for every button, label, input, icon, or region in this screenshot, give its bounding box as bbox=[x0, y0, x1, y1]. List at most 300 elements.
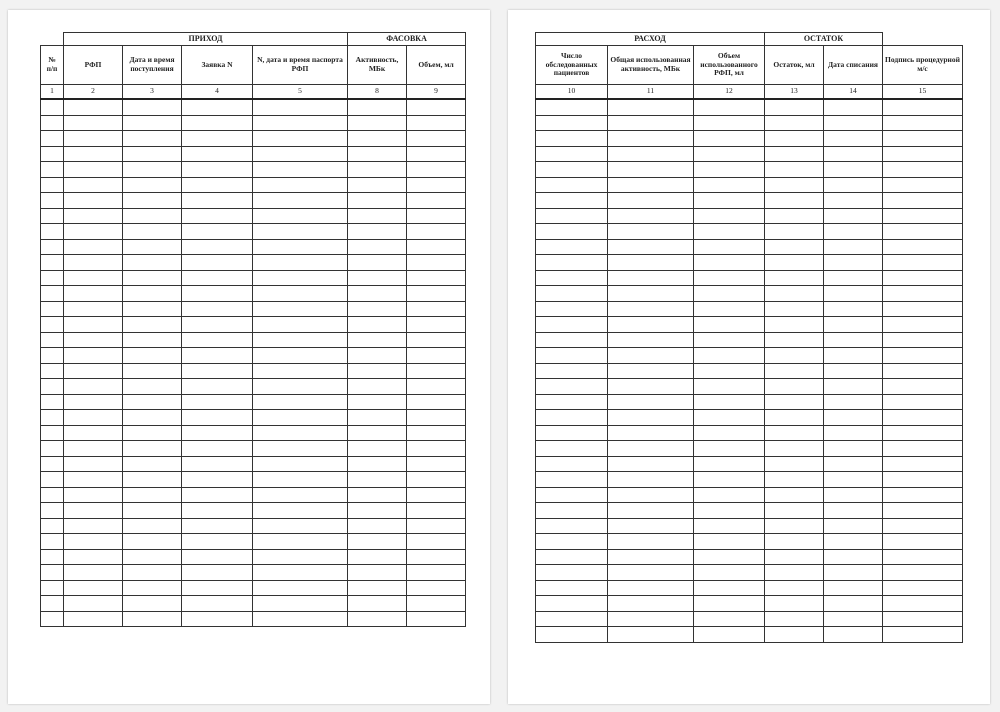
table-cell[interactable] bbox=[407, 99, 466, 115]
table-cell[interactable] bbox=[536, 348, 608, 364]
table-cell[interactable] bbox=[123, 487, 182, 503]
table-cell[interactable] bbox=[608, 472, 694, 488]
table-cell[interactable] bbox=[694, 131, 765, 147]
table-cell[interactable] bbox=[123, 146, 182, 162]
table-cell[interactable] bbox=[608, 534, 694, 550]
table-cell[interactable] bbox=[824, 518, 883, 534]
table-cell[interactable] bbox=[41, 611, 64, 627]
table-cell[interactable] bbox=[536, 270, 608, 286]
table-cell[interactable] bbox=[407, 456, 466, 472]
table-cell[interactable] bbox=[536, 115, 608, 131]
table-cell[interactable] bbox=[182, 549, 253, 565]
table-cell[interactable] bbox=[883, 99, 963, 115]
table-cell[interactable] bbox=[608, 363, 694, 379]
table-cell[interactable] bbox=[536, 286, 608, 302]
table-cell[interactable] bbox=[824, 425, 883, 441]
table-cell[interactable] bbox=[41, 301, 64, 317]
table-cell[interactable] bbox=[883, 394, 963, 410]
table-cell[interactable] bbox=[41, 193, 64, 209]
table-cell[interactable] bbox=[824, 99, 883, 115]
table-cell[interactable] bbox=[41, 177, 64, 193]
table-cell[interactable] bbox=[348, 146, 407, 162]
table-cell[interactable] bbox=[348, 99, 407, 115]
table-cell[interactable] bbox=[824, 565, 883, 581]
table-cell[interactable] bbox=[123, 286, 182, 302]
table-cell[interactable] bbox=[765, 379, 824, 395]
table-cell[interactable] bbox=[694, 565, 765, 581]
table-cell[interactable] bbox=[348, 534, 407, 550]
table-cell[interactable] bbox=[883, 487, 963, 503]
table-cell[interactable] bbox=[536, 224, 608, 240]
table-cell[interactable] bbox=[883, 162, 963, 178]
table-cell[interactable] bbox=[883, 332, 963, 348]
table-cell[interactable] bbox=[883, 503, 963, 519]
table-cell[interactable] bbox=[608, 394, 694, 410]
table-cell[interactable] bbox=[608, 208, 694, 224]
table-cell[interactable] bbox=[536, 363, 608, 379]
table-cell[interactable] bbox=[883, 131, 963, 147]
table-cell[interactable] bbox=[765, 549, 824, 565]
table-cell[interactable] bbox=[608, 131, 694, 147]
table-cell[interactable] bbox=[407, 270, 466, 286]
table-cell[interactable] bbox=[123, 596, 182, 612]
table-cell[interactable] bbox=[765, 627, 824, 643]
table-cell[interactable] bbox=[694, 627, 765, 643]
table-cell[interactable] bbox=[407, 363, 466, 379]
table-cell[interactable] bbox=[765, 99, 824, 115]
table-cell[interactable] bbox=[348, 131, 407, 147]
table-cell[interactable] bbox=[765, 596, 824, 612]
table-cell[interactable] bbox=[253, 379, 348, 395]
table-cell[interactable] bbox=[883, 286, 963, 302]
table-cell[interactable] bbox=[182, 456, 253, 472]
table-cell[interactable] bbox=[253, 410, 348, 426]
table-cell[interactable] bbox=[765, 193, 824, 209]
table-cell[interactable] bbox=[182, 441, 253, 457]
table-cell[interactable] bbox=[536, 534, 608, 550]
table-cell[interactable] bbox=[824, 487, 883, 503]
table-cell[interactable] bbox=[64, 456, 123, 472]
table-cell[interactable] bbox=[64, 301, 123, 317]
table-cell[interactable] bbox=[608, 441, 694, 457]
table-cell[interactable] bbox=[608, 627, 694, 643]
table-cell[interactable] bbox=[407, 162, 466, 178]
table-cell[interactable] bbox=[407, 115, 466, 131]
table-cell[interactable] bbox=[41, 534, 64, 550]
table-cell[interactable] bbox=[253, 472, 348, 488]
table-cell[interactable] bbox=[182, 115, 253, 131]
table-cell[interactable] bbox=[883, 348, 963, 364]
table-cell[interactable] bbox=[694, 363, 765, 379]
table-cell[interactable] bbox=[348, 580, 407, 596]
table-cell[interactable] bbox=[407, 286, 466, 302]
table-cell[interactable] bbox=[123, 317, 182, 333]
table-cell[interactable] bbox=[536, 549, 608, 565]
table-cell[interactable] bbox=[694, 255, 765, 271]
table-cell[interactable] bbox=[253, 317, 348, 333]
table-cell[interactable] bbox=[348, 208, 407, 224]
table-cell[interactable] bbox=[765, 441, 824, 457]
table-cell[interactable] bbox=[407, 193, 466, 209]
table-cell[interactable] bbox=[407, 487, 466, 503]
table-cell[interactable] bbox=[883, 255, 963, 271]
table-cell[interactable] bbox=[694, 99, 765, 115]
table-cell[interactable] bbox=[824, 317, 883, 333]
table-cell[interactable] bbox=[253, 456, 348, 472]
table-cell[interactable] bbox=[536, 456, 608, 472]
table-cell[interactable] bbox=[123, 301, 182, 317]
table-cell[interactable] bbox=[348, 332, 407, 348]
table-cell[interactable] bbox=[348, 410, 407, 426]
table-cell[interactable] bbox=[694, 317, 765, 333]
table-cell[interactable] bbox=[536, 99, 608, 115]
table-cell[interactable] bbox=[883, 270, 963, 286]
table-cell[interactable] bbox=[64, 332, 123, 348]
table-cell[interactable] bbox=[608, 487, 694, 503]
table-cell[interactable] bbox=[824, 627, 883, 643]
table-cell[interactable] bbox=[608, 255, 694, 271]
table-cell[interactable] bbox=[536, 255, 608, 271]
table-cell[interactable] bbox=[348, 239, 407, 255]
table-cell[interactable] bbox=[182, 332, 253, 348]
table-cell[interactable] bbox=[765, 286, 824, 302]
table-cell[interactable] bbox=[253, 131, 348, 147]
table-cell[interactable] bbox=[883, 115, 963, 131]
table-cell[interactable] bbox=[348, 255, 407, 271]
table-cell[interactable] bbox=[694, 487, 765, 503]
table-cell[interactable] bbox=[182, 99, 253, 115]
table-cell[interactable] bbox=[883, 456, 963, 472]
table-cell[interactable] bbox=[41, 270, 64, 286]
table-cell[interactable] bbox=[407, 472, 466, 488]
table-cell[interactable] bbox=[64, 518, 123, 534]
table-cell[interactable] bbox=[765, 611, 824, 627]
table-cell[interactable] bbox=[182, 239, 253, 255]
table-cell[interactable] bbox=[64, 208, 123, 224]
table-cell[interactable] bbox=[41, 441, 64, 457]
table-cell[interactable] bbox=[765, 580, 824, 596]
table-cell[interactable] bbox=[824, 441, 883, 457]
table-cell[interactable] bbox=[64, 534, 123, 550]
table-cell[interactable] bbox=[407, 565, 466, 581]
table-cell[interactable] bbox=[694, 425, 765, 441]
table-cell[interactable] bbox=[765, 208, 824, 224]
table-cell[interactable] bbox=[407, 518, 466, 534]
table-cell[interactable] bbox=[407, 348, 466, 364]
table-cell[interactable] bbox=[694, 270, 765, 286]
table-cell[interactable] bbox=[253, 503, 348, 519]
table-cell[interactable] bbox=[824, 456, 883, 472]
table-cell[interactable] bbox=[824, 503, 883, 519]
table-cell[interactable] bbox=[348, 162, 407, 178]
table-cell[interactable] bbox=[694, 239, 765, 255]
table-cell[interactable] bbox=[608, 518, 694, 534]
table-cell[interactable] bbox=[64, 146, 123, 162]
table-cell[interactable] bbox=[253, 580, 348, 596]
table-cell[interactable] bbox=[64, 425, 123, 441]
table-cell[interactable] bbox=[64, 193, 123, 209]
table-cell[interactable] bbox=[694, 224, 765, 240]
table-cell[interactable] bbox=[824, 394, 883, 410]
table-cell[interactable] bbox=[41, 317, 64, 333]
table-cell[interactable] bbox=[41, 115, 64, 131]
table-cell[interactable] bbox=[608, 456, 694, 472]
table-cell[interactable] bbox=[824, 286, 883, 302]
table-cell[interactable] bbox=[253, 193, 348, 209]
table-cell[interactable] bbox=[64, 255, 123, 271]
table-cell[interactable] bbox=[123, 115, 182, 131]
table-cell[interactable] bbox=[182, 255, 253, 271]
table-cell[interactable] bbox=[348, 425, 407, 441]
table-cell[interactable] bbox=[64, 441, 123, 457]
table-cell[interactable] bbox=[123, 270, 182, 286]
table-cell[interactable] bbox=[407, 224, 466, 240]
table-cell[interactable] bbox=[765, 162, 824, 178]
table-cell[interactable] bbox=[536, 394, 608, 410]
table-cell[interactable] bbox=[123, 472, 182, 488]
table-cell[interactable] bbox=[694, 332, 765, 348]
table-cell[interactable] bbox=[41, 379, 64, 395]
table-cell[interactable] bbox=[348, 394, 407, 410]
table-cell[interactable] bbox=[883, 549, 963, 565]
table-cell[interactable] bbox=[824, 146, 883, 162]
table-cell[interactable] bbox=[64, 503, 123, 519]
table-cell[interactable] bbox=[41, 549, 64, 565]
table-cell[interactable] bbox=[64, 410, 123, 426]
table-cell[interactable] bbox=[883, 472, 963, 488]
table-cell[interactable] bbox=[64, 131, 123, 147]
table-cell[interactable] bbox=[824, 379, 883, 395]
table-cell[interactable] bbox=[883, 441, 963, 457]
table-cell[interactable] bbox=[348, 611, 407, 627]
table-cell[interactable] bbox=[536, 611, 608, 627]
table-cell[interactable] bbox=[64, 115, 123, 131]
table-cell[interactable] bbox=[824, 348, 883, 364]
table-cell[interactable] bbox=[64, 487, 123, 503]
table-cell[interactable] bbox=[407, 503, 466, 519]
table-cell[interactable] bbox=[824, 410, 883, 426]
table-cell[interactable] bbox=[765, 115, 824, 131]
table-cell[interactable] bbox=[883, 379, 963, 395]
table-cell[interactable] bbox=[348, 224, 407, 240]
table-cell[interactable] bbox=[407, 177, 466, 193]
table-cell[interactable] bbox=[824, 193, 883, 209]
table-cell[interactable] bbox=[253, 441, 348, 457]
table-cell[interactable] bbox=[536, 503, 608, 519]
table-cell[interactable] bbox=[765, 255, 824, 271]
table-cell[interactable] bbox=[608, 596, 694, 612]
table-cell[interactable] bbox=[182, 162, 253, 178]
table-cell[interactable] bbox=[694, 580, 765, 596]
table-cell[interactable] bbox=[536, 472, 608, 488]
table-cell[interactable] bbox=[536, 239, 608, 255]
table-cell[interactable] bbox=[883, 239, 963, 255]
table-cell[interactable] bbox=[41, 580, 64, 596]
table-cell[interactable] bbox=[883, 565, 963, 581]
table-cell[interactable] bbox=[41, 224, 64, 240]
table-cell[interactable] bbox=[694, 549, 765, 565]
table-cell[interactable] bbox=[608, 193, 694, 209]
table-cell[interactable] bbox=[182, 208, 253, 224]
table-cell[interactable] bbox=[348, 177, 407, 193]
table-cell[interactable] bbox=[182, 270, 253, 286]
table-cell[interactable] bbox=[348, 301, 407, 317]
table-cell[interactable] bbox=[123, 549, 182, 565]
table-cell[interactable] bbox=[41, 146, 64, 162]
table-cell[interactable] bbox=[253, 286, 348, 302]
table-cell[interactable] bbox=[608, 503, 694, 519]
table-cell[interactable] bbox=[64, 363, 123, 379]
table-cell[interactable] bbox=[182, 472, 253, 488]
table-cell[interactable] bbox=[253, 332, 348, 348]
table-cell[interactable] bbox=[608, 379, 694, 395]
table-cell[interactable] bbox=[348, 270, 407, 286]
table-cell[interactable] bbox=[407, 379, 466, 395]
table-cell[interactable] bbox=[824, 472, 883, 488]
table-cell[interactable] bbox=[765, 301, 824, 317]
table-cell[interactable] bbox=[824, 239, 883, 255]
table-cell[interactable] bbox=[765, 487, 824, 503]
table-cell[interactable] bbox=[253, 565, 348, 581]
table-cell[interactable] bbox=[123, 348, 182, 364]
table-cell[interactable] bbox=[694, 177, 765, 193]
table-cell[interactable] bbox=[608, 224, 694, 240]
table-cell[interactable] bbox=[824, 534, 883, 550]
table-cell[interactable] bbox=[765, 534, 824, 550]
table-cell[interactable] bbox=[182, 425, 253, 441]
table-cell[interactable] bbox=[123, 534, 182, 550]
table-cell[interactable] bbox=[253, 611, 348, 627]
table-cell[interactable] bbox=[694, 503, 765, 519]
table-cell[interactable] bbox=[824, 224, 883, 240]
table-cell[interactable] bbox=[694, 518, 765, 534]
table-cell[interactable] bbox=[253, 208, 348, 224]
table-cell[interactable] bbox=[41, 208, 64, 224]
table-cell[interactable] bbox=[182, 348, 253, 364]
table-cell[interactable] bbox=[182, 224, 253, 240]
table-cell[interactable] bbox=[765, 239, 824, 255]
table-cell[interactable] bbox=[348, 193, 407, 209]
table-cell[interactable] bbox=[407, 332, 466, 348]
table-cell[interactable] bbox=[64, 580, 123, 596]
table-cell[interactable] bbox=[765, 348, 824, 364]
table-cell[interactable] bbox=[348, 115, 407, 131]
table-cell[interactable] bbox=[41, 162, 64, 178]
table-cell[interactable] bbox=[64, 394, 123, 410]
table-cell[interactable] bbox=[765, 425, 824, 441]
table-cell[interactable] bbox=[348, 549, 407, 565]
table-cell[interactable] bbox=[64, 177, 123, 193]
table-cell[interactable] bbox=[182, 131, 253, 147]
table-cell[interactable] bbox=[694, 301, 765, 317]
table-cell[interactable] bbox=[64, 596, 123, 612]
table-cell[interactable] bbox=[694, 534, 765, 550]
table-cell[interactable] bbox=[608, 115, 694, 131]
table-cell[interactable] bbox=[765, 146, 824, 162]
table-cell[interactable] bbox=[407, 394, 466, 410]
table-cell[interactable] bbox=[348, 596, 407, 612]
table-cell[interactable] bbox=[253, 394, 348, 410]
table-cell[interactable] bbox=[765, 503, 824, 519]
table-cell[interactable] bbox=[123, 177, 182, 193]
table-cell[interactable] bbox=[182, 363, 253, 379]
table-cell[interactable] bbox=[348, 379, 407, 395]
table-cell[interactable] bbox=[608, 332, 694, 348]
table-cell[interactable] bbox=[407, 441, 466, 457]
table-cell[interactable] bbox=[536, 379, 608, 395]
table-cell[interactable] bbox=[123, 394, 182, 410]
table-cell[interactable] bbox=[182, 503, 253, 519]
table-cell[interactable] bbox=[182, 518, 253, 534]
table-cell[interactable] bbox=[123, 162, 182, 178]
table-cell[interactable] bbox=[123, 611, 182, 627]
table-cell[interactable] bbox=[765, 456, 824, 472]
table-cell[interactable] bbox=[253, 115, 348, 131]
table-cell[interactable] bbox=[64, 317, 123, 333]
table-cell[interactable] bbox=[182, 611, 253, 627]
table-cell[interactable] bbox=[608, 239, 694, 255]
table-cell[interactable] bbox=[182, 410, 253, 426]
table-cell[interactable] bbox=[883, 208, 963, 224]
table-cell[interactable] bbox=[824, 549, 883, 565]
table-cell[interactable] bbox=[41, 410, 64, 426]
table-cell[interactable] bbox=[123, 193, 182, 209]
table-cell[interactable] bbox=[824, 255, 883, 271]
table-cell[interactable] bbox=[883, 596, 963, 612]
table-cell[interactable] bbox=[536, 518, 608, 534]
table-cell[interactable] bbox=[407, 146, 466, 162]
table-cell[interactable] bbox=[64, 549, 123, 565]
table-cell[interactable] bbox=[824, 115, 883, 131]
table-cell[interactable] bbox=[182, 534, 253, 550]
table-cell[interactable] bbox=[348, 472, 407, 488]
table-cell[interactable] bbox=[348, 518, 407, 534]
table-cell[interactable] bbox=[608, 146, 694, 162]
table-cell[interactable] bbox=[883, 317, 963, 333]
table-cell[interactable] bbox=[348, 487, 407, 503]
table-cell[interactable] bbox=[123, 379, 182, 395]
table-cell[interactable] bbox=[348, 441, 407, 457]
table-cell[interactable] bbox=[694, 441, 765, 457]
table-cell[interactable] bbox=[608, 177, 694, 193]
table-cell[interactable] bbox=[608, 286, 694, 302]
table-cell[interactable] bbox=[824, 301, 883, 317]
table-cell[interactable] bbox=[407, 301, 466, 317]
table-cell[interactable] bbox=[348, 317, 407, 333]
table-cell[interactable] bbox=[64, 379, 123, 395]
table-cell[interactable] bbox=[407, 255, 466, 271]
table-cell[interactable] bbox=[253, 224, 348, 240]
table-cell[interactable] bbox=[608, 425, 694, 441]
table-cell[interactable] bbox=[123, 99, 182, 115]
table-cell[interactable] bbox=[41, 487, 64, 503]
table-cell[interactable] bbox=[536, 162, 608, 178]
table-cell[interactable] bbox=[883, 611, 963, 627]
table-cell[interactable] bbox=[536, 146, 608, 162]
table-cell[interactable] bbox=[182, 379, 253, 395]
table-cell[interactable] bbox=[123, 441, 182, 457]
table-cell[interactable] bbox=[765, 317, 824, 333]
table-cell[interactable] bbox=[253, 239, 348, 255]
table-cell[interactable] bbox=[64, 99, 123, 115]
table-cell[interactable] bbox=[123, 425, 182, 441]
table-cell[interactable] bbox=[883, 146, 963, 162]
table-cell[interactable] bbox=[41, 394, 64, 410]
table-cell[interactable] bbox=[41, 255, 64, 271]
table-cell[interactable] bbox=[824, 208, 883, 224]
table-cell[interactable] bbox=[608, 565, 694, 581]
table-cell[interactable] bbox=[824, 177, 883, 193]
